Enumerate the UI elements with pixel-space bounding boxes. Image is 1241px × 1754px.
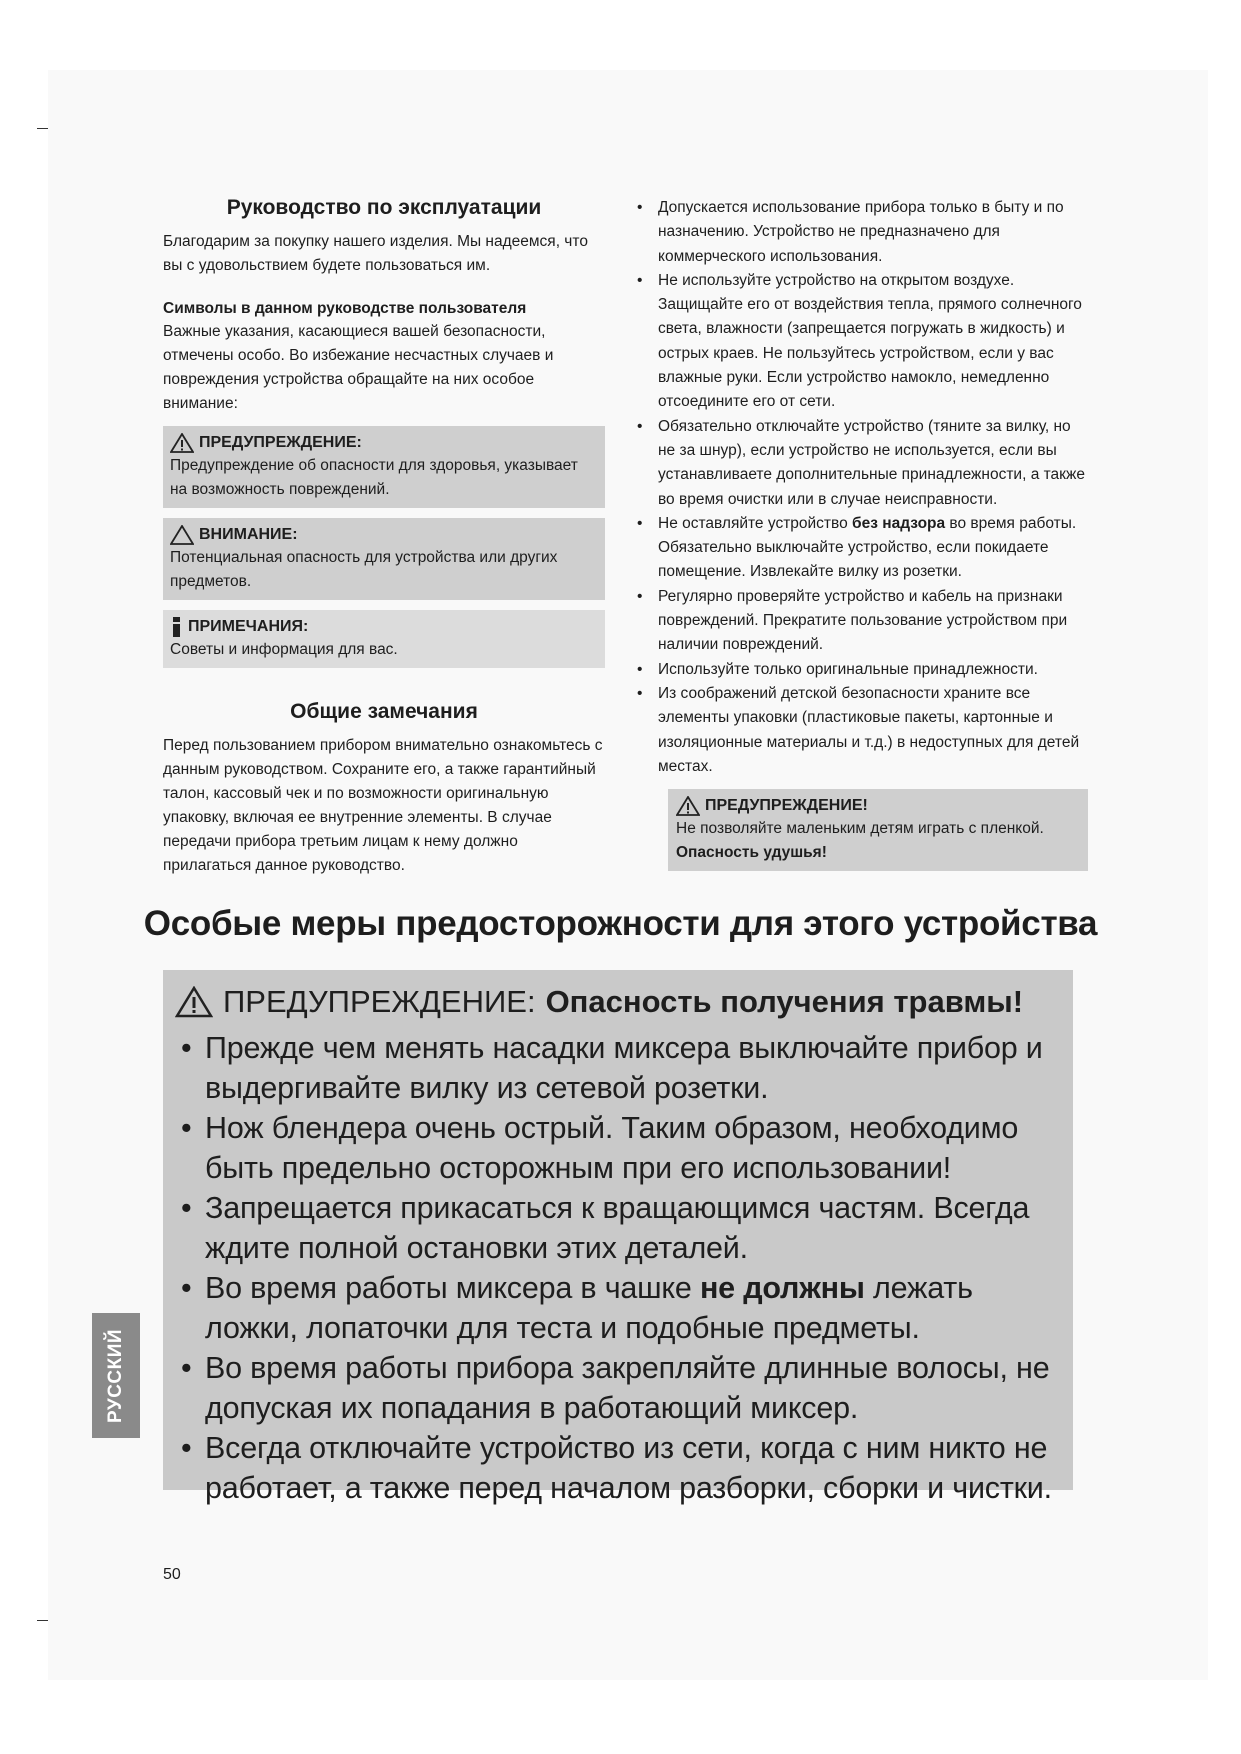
warning-title: ПРЕДУПРЕЖДЕНИЕ: — [199, 434, 362, 451]
list-item: • Во время работы прибора закрепляйте длинные волосы, не допуская их попадания в работающий миксер. — [175, 1348, 1073, 1428]
notes-title: ПРИМЕЧАНИЯ: — [188, 618, 309, 635]
right-column — [633, 196, 1088, 871]
supervision-pre: Не оставляйте устройство — [658, 514, 853, 532]
caution-icon — [170, 525, 194, 545]
suffocation-warning-text: Не позволяйте маленьким детям играть с пленкой. — [676, 820, 1044, 838]
caution-title: ВНИМАНИЕ: — [199, 526, 298, 543]
language-tab — [92, 1313, 140, 1438]
list-item: • Допускается использование прибора только в быту и по назначению. Устройство не предназначено для коммерческого использования. — [633, 196, 1088, 269]
suffocation-warning — [668, 789, 1088, 871]
notes-text: Советы и информация для вас. — [170, 641, 398, 658]
list-item: • Регулярно проверяйте устройство и кабель на признаки повреждений. Прекратите пользование устройством при наличии повреждений. — [633, 585, 1088, 658]
warning-icon — [170, 433, 194, 453]
injury-warning-title: Опасность получения травмы! — [545, 984, 1024, 1019]
info-icon — [170, 616, 183, 638]
suffocation-warning-title: ПРЕДУПРЕЖДЕНИЕ! — [705, 797, 868, 815]
list-item — [175, 1268, 1073, 1348]
intro-text: Благодарим за покупку нашего изделия. Мы надеемся, что вы с удовольствием будете пользоваться им. — [163, 233, 588, 274]
special-precautions-title: Особые меры предосторожности для этого устройства — [143, 904, 1098, 943]
warning-notice — [163, 426, 605, 508]
list-item — [633, 512, 1088, 585]
warning-icon — [175, 986, 213, 1018]
spoons-pre: Во время работы миксера в чашке — [205, 1271, 700, 1305]
suffocation-warning-bold: Опасность удушья! — [676, 844, 827, 862]
warning-text: Предупреждение об опасности для здоровья, указывает на возможность повреждений. — [170, 457, 578, 498]
list-item: • Нож блендера очень острый. Таким образом, необходимо быть предельно осторожным при его использовании! — [175, 1108, 1073, 1188]
notes-notice — [163, 610, 605, 668]
symbols-text: Важные указания, касающиеся вашей безопасности, отмечены особо. Во избежание несчастных случаев и повреждения устройства обращайте на них особое внимание: — [163, 323, 554, 412]
general-title: Общие замечания — [290, 700, 478, 723]
caution-text: Потенциальная опасность для устройства или других предметов. — [170, 549, 558, 590]
list-item: • Обязательно отключайте устройство (тяните за вилку, но не за шнур), если устройство не используется, если вы устанавливаете дополнительные принадлежности, а также во время очистки или в случае неисправности. — [633, 415, 1088, 512]
injury-warning-label: ПРЕДУПРЕЖДЕНИЕ: — [223, 984, 536, 1019]
list-item: • Запрещается прикасаться к вращающимся частям. Всегда ждите полной остановки этих деталей. — [175, 1188, 1073, 1268]
injury-warning-list — [175, 1028, 1073, 1508]
supervision-post: во время работы. Обязательно выключайте устройство, если покидаете помещение. Извлекайте вилку из розетки. — [658, 514, 1077, 581]
list-item: • Всегда отключайте устройство из сети, когда с ним никто не работает, а также перед началом разборки, сборки и чистки. — [175, 1428, 1073, 1508]
warning-icon — [676, 796, 700, 816]
list-item: • Используйте только оригинальные принадлежности. — [633, 658, 1088, 682]
language-label: РУССКИЙ — [105, 1328, 126, 1423]
safety-list — [633, 196, 1088, 779]
supervision-bold: без надзора — [852, 514, 946, 532]
symbols-heading: Символы в данном руководстве пользователя — [163, 300, 527, 317]
list-item: • Из соображений детской безопасности храните все элементы упаковки (пластиковые пакеты, картонные и изоляционные материалы и т.д.) в недоступных для детей местах. — [633, 682, 1088, 779]
injury-warning-box — [163, 970, 1073, 1505]
spoons-post: лежать ложки, лопаточки для теста и подобные предметы. — [205, 1271, 973, 1345]
left-column — [163, 196, 605, 878]
general-text: Перед пользованием прибором внимательно ознакомьтесь с данным руководством. Сохраните его, а также гарантийный талон, кассовый чек и по возможности оригинальную упаковку, включая ее внутренние элементы. В случае передачи прибора третьим лицам к нему должно прилагаться данное руководство. — [163, 737, 603, 874]
list-item: • Прежде чем менять насадки миксера выключайте прибор и выдергивайте вилку из сетевой розетки. — [175, 1028, 1073, 1108]
page-number: 50 — [163, 1566, 181, 1583]
list-item: • Не используйте устройство на открытом воздухе. Защищайте его от воздействия тепла, прямого солнечного света, влажности (запрещается погружать в жидкость) и острых краев. Не пользуйтесь устройством, если у вас влажные руки. Если устройство намокло, немедленно отсоедините его от сети. — [633, 269, 1088, 415]
manual-title: Руководство по эксплуатации — [226, 196, 542, 219]
caution-notice — [163, 518, 605, 600]
spoons-bold: не должны — [699, 1271, 865, 1305]
